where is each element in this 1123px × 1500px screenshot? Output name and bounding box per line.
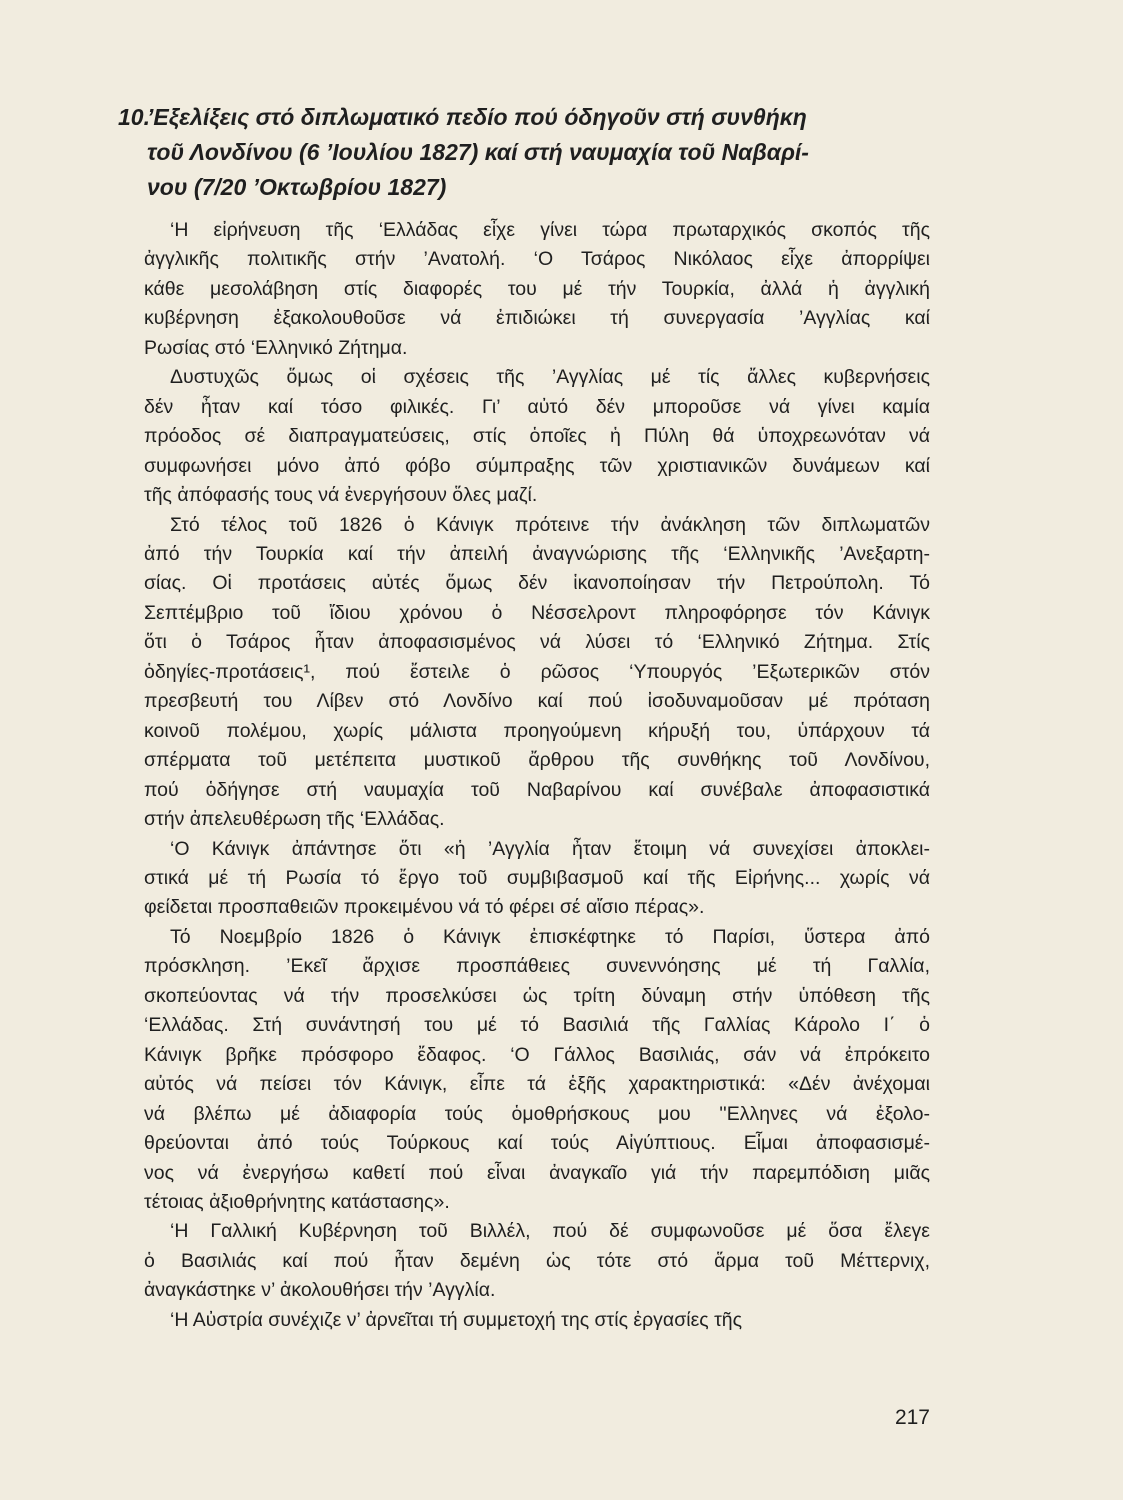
text-line: ἀναγκάστηκε ν’ ἀκολουθήσει τήν ’Αγγλία.	[144, 1279, 496, 1302]
text-line: σίας. Οἱ προτάσεις αὐτές ὅμως δέν ἱκανοποίησαν τήν Πετρούπολη. Τό	[144, 572, 930, 595]
text-line: σπέρματα τοῦ μετέπειτα μυστικοῦ ἄρθρου τῆς συνθήκης τοῦ Λονδίνου,	[144, 749, 930, 772]
text-line: ‘Η εἰρήνευση τῆς ‘Ελλάδας εἶχε γίνει τώρα πρωταρχικός σκοπός τῆς	[170, 219, 930, 241]
text-line: Σεπτέμβριο τοῦ ἴδιου χρόνου ὁ Νέσσελροντ πληροφόρησε τόν Κάνιγκ	[144, 601, 930, 624]
text-line: στικά μέ τή Ρωσία τό ἔργο τοῦ συμβιβασμοῦ καί τῆς Εἰρήνης... χωρίς νά	[144, 866, 930, 889]
text-line: Ρωσίας στό ‘Ελληνικό Ζήτημα.	[144, 336, 408, 359]
text-line: ἀγγλικῆς πολιτικῆς στήν ’Ανατολή. ‘Ο Τσάρος Νικόλαος εἶχε ἀπορρίψει	[144, 248, 930, 271]
text-line: στήν ἀπελευθέρωση τῆς ‘Ελλάδας.	[144, 808, 445, 831]
text-line: νά βλέπω μέ ἀδιαφορία τούς ὁμοθρήσκους μου ''Ελληνες νά ἐξολο-	[144, 1102, 930, 1125]
text-line: ὁδηγίες-προτάσεις¹, πού ἔστειλε ὁ ρῶσος ‘Υπουργός ’Εξωτερικῶν στόν	[144, 660, 930, 683]
paragraph	[118, 1306, 930, 1335]
text-line: φείδεται προσπαθειῶν προκειμένου νά τό φέρει σέ αἴσιο πέρας».	[144, 896, 705, 919]
body-text	[118, 216, 930, 1335]
text-line: πρόσκληση. ’Εκεῖ ἄρχισε προσπάθειες συνεννόησης μέ τή Γαλλία,	[144, 955, 930, 978]
heading-line: τοῦ Λονδίνου (6 ’Ιουλίου 1827) καί στή ναυμαχία τοῦ Ναβαρί-	[147, 139, 809, 165]
section-number: 10.	[118, 104, 150, 130]
text-line: Κάνιγκ βρῆκε πρόσφορο ἔδαφος. ‘Ο Γάλλος Βασιλιάς, σάν νά ἐπρόκειτο	[144, 1043, 930, 1066]
heading-line: νου (7/20 ’Οκτωβρίου 1827)	[147, 174, 447, 200]
text-line: σκοπεύοντας νά τήν προσελκύσει ὡς τρίτη δύναμη στήν ὑπόθεση τῆς	[144, 984, 930, 1007]
text-line: πρεσβευτή του Λίβεν στό Λονδίνο καί πού ἰσοδυναμοῦσαν μέ πρόταση	[144, 690, 930, 713]
paragraph	[118, 1217, 930, 1305]
text-line: συμφωνήσει μόνο ἀπό φόβο σύμπραξης τῶν χριστιανικῶν δυνάμεων καί	[144, 454, 930, 477]
page-number: 217	[894, 1406, 930, 1429]
text-line: αὐτός νά πείσει τόν Κάνιγκ, εἶπε τά ἑξῆς χαρακτηριστικά: «Δέν ἀνέχομαι	[144, 1073, 930, 1096]
paragraph	[118, 511, 930, 835]
text-line: Δυστυχῶς ὅμως οἱ σχέσεις τῆς ’Αγγλίας μέ τίς ἄλλες κυβερνήσεις	[170, 366, 930, 389]
heading-text: ’Εξελίξεις στό διπλωματικό πεδίο πού όδηγοῦν στή συνθήκη	[147, 104, 807, 130]
text-line: ‘Η Αὐστρία συνέχιζε ν’ ἀρνεῖται τή συμμετοχή της στίς ἐργασίες τῆς	[170, 1308, 743, 1331]
text-line: τέτοιας ἀξιοθρήνητης κατάστασης».	[144, 1190, 450, 1213]
paragraph	[118, 363, 930, 510]
text-line: ‘Ελλάδας. Στή συνάντησή του μέ τό Βασιλιά τῆς Γαλλίας Κάρολο Ι΄ ὁ	[144, 1014, 930, 1037]
text-line: ὅτι ὁ Τσάρος ἦταν ἀποφασισμένος νά λύσει τό ‘Ελληνικό Ζήτημα. Στίς	[144, 631, 930, 654]
text-line: Τό Νοεμβρίο 1826 ὁ Κάνιγκ ἐπισκέφτηκε τό Παρίσι, ὕστερα ἀπό	[170, 925, 930, 948]
text-line: κοινοῦ πολέμου, χωρίς μάλιστα προηγούμενη κήρυξή του, ὑπάρχουν τά	[144, 719, 930, 742]
text-line: κάθε μεσολάβηση στίς διαφορές του μέ τήν Τουρκία, ἀλλά ἡ ἀγγλική	[144, 277, 930, 300]
text-line: ‘Η Γαλλική Κυβέρνηση τοῦ Βιλλέλ, πού δέ συμφωνοῦσε μέ ὅσα ἔλεγε	[170, 1220, 930, 1243]
text-line: πρόοδος σέ διαπραγματεύσεις, στίς ὁποῖες ἡ Πύλη θά ὑποχρεωνόταν νά	[144, 425, 930, 448]
heading-line	[118, 100, 938, 135]
paragraph	[118, 835, 930, 923]
paragraph	[118, 216, 930, 363]
text-line: Στό τέλος τοῦ 1826 ὁ Κάνιγκ πρότεινε τήν ἀνάκληση τῶν διπλωματῶν	[170, 513, 930, 536]
text-line: τῆς ἀπόφασής τους νά ἐνεργήσουν ὅλες μαζί.	[144, 484, 538, 507]
text-line: ἀπό τήν Τουρκία καί τήν ἀπειλή ἀναγνώρισης τῆς ‘Ελληνικῆς ’Ανεξαρτη-	[144, 542, 930, 565]
text-line: πού ὁδήγησε στή ναυμαχία τοῦ Ναβαρίνου καί συνέβαλε ἀποφασιστικά	[144, 778, 930, 801]
text-line: κυβέρνηση ἐξακολουθοῦσε νά ἐπιδιώκει τή συνεργασία ’Αγγλίας καί	[144, 307, 930, 330]
text-line: ‘Ο Κάνιγκ ἀπάντησε ὅτι «ἡ ’Αγγλία ἦταν ἕτοιμη νά συνεχίσει ἀποκλει-	[170, 837, 930, 860]
text-line: θρεύονται ἀπό τούς Τούρκους καί τούς Αἰγύπτιους. Εἶμαι ἀποφασισμέ-	[144, 1132, 930, 1155]
paragraph	[118, 923, 930, 1218]
text-line: δέν ἦταν καί τόσο φιλικές. Γι’ αὐτό δέν μποροῦσε νά γίνει καμία	[144, 395, 930, 418]
text-line: ὁ Βασιλιάς καί πού ἦταν δεμένη ὡς τότε στό ἅρμα τοῦ Μέττερνιχ,	[144, 1249, 930, 1272]
text-line: νος νά ἐνεργήσω καθετί πού εἶναι ἀναγκαῖο γιά τήν παρεμπόδιση μιᾶς	[144, 1161, 930, 1184]
section-heading	[118, 100, 938, 205]
